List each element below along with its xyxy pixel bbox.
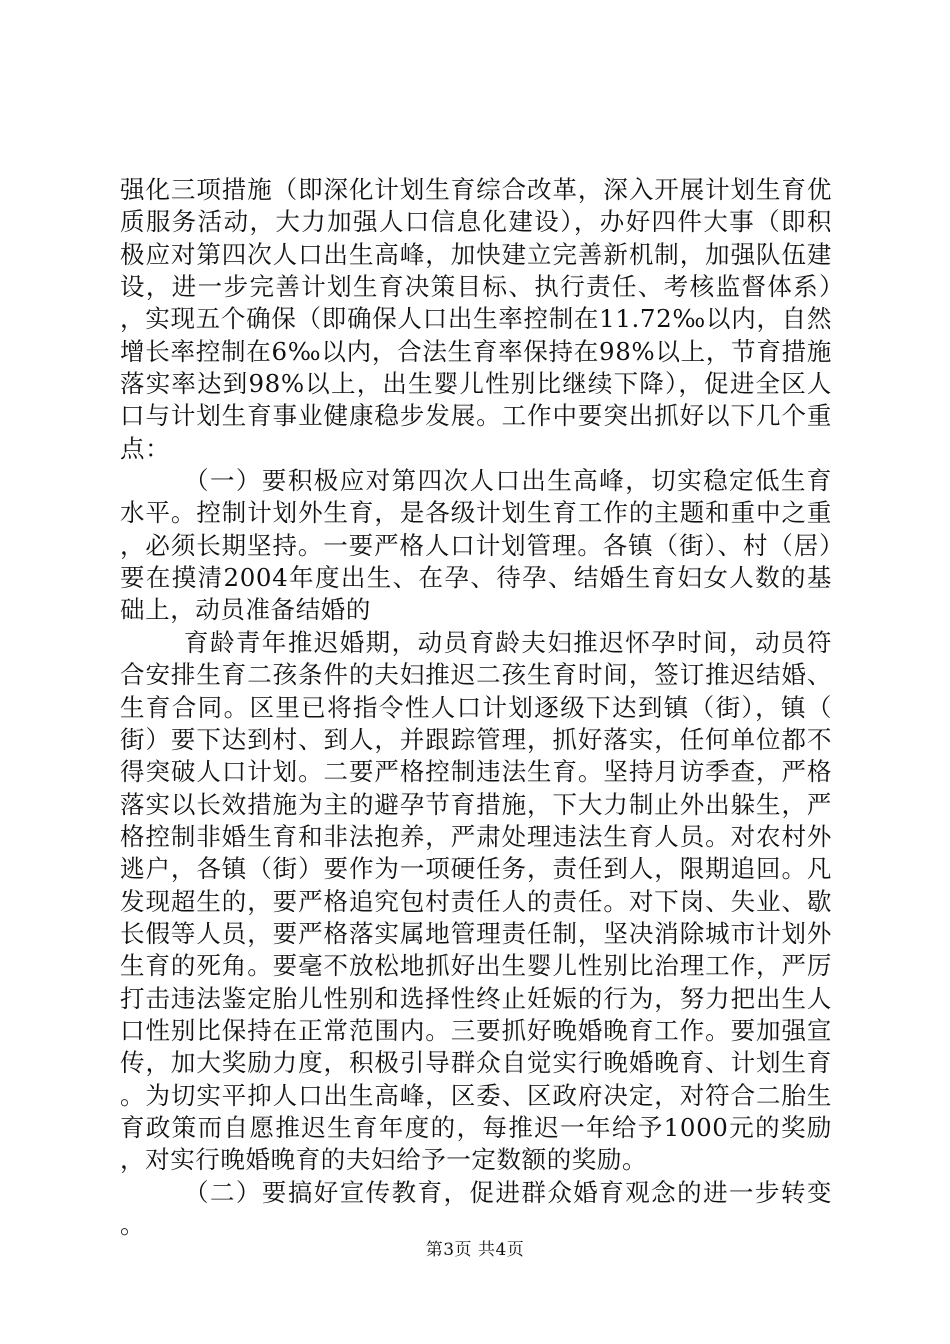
- page-number-footer: 第3页 共4页: [425, 1240, 525, 1260]
- paragraph-section-two: （二）要搞好宣传教育，促进群众婚育观念的进一步转变。: [120, 1177, 832, 1239]
- document-body: [120, 174, 832, 1241]
- paragraph-section-one: （一）要积极应对第四次人口出生高峰，切实稳定低生育水平。控制计划外生育，是各级计划生育工作的主题和重中之重，必须长期坚持。一要严格人口计划管理。各镇（街）、村（居）要在摸清2004年度出生、在孕、待孕、结婚生育妇女人数的基础上，动员准备结婚的: [120, 466, 832, 625]
- paragraph-section-one-continued: 育龄青年推迟婚期，动员育龄夫妇推迟怀孕时间，动员符合安排生育二孩条件的夫妇推迟二孩生育时间，签订推迟结婚、生育合同。区里已将指令性人口计划逐级下达到镇（街），镇（街）要下达到村、到人，并跟踪管理，抓好落实，任何单位都不得突破人口计划。二要严格控制违法生育。坚持月访季查，严格落实以长效措施为主的避孕节育措施，下大力制止外出躲生，严格控制非婚生育和非法抱养，严肃处理违法生育人员。对农村外逃户，各镇（街）要作为一项硬任务，责任到人，限期追回。凡发现超生的，要严格追究包村责任人的责任。对下岗、失业、歇长假等人员，要严格落实属地管理责任制，坚决消除城市计划外生育的死角。要毫不放松地抓好出生婴儿性别比治理工作，严厉打击违法鉴定胎儿性别和选择性终止妊娠的行为，努力把出生人口性别比保持在正常范围内。三要抓好晚婚晚育工作。要加强宣传，加大奖励力度，积极引导群众自觉实行晚婚晚育、计划生育。为切实平抑人口出生高峰，区委、区政府决定，对符合二胎生育政策而自愿推迟生育年度的，每推迟一年给予1000元的奖励，对实行晚婚晚育的夫妇给予一定数额的奖励。: [120, 627, 832, 1175]
- paragraph-intro: 强化三项措施（即深化计划生育综合改革，深入开展计划生育优质服务活动，大力加强人口信息化建设），办好四件大事（即积极应对第四次人口出生高峰，加快建立完善新机制，加强队伍建设，进一步完善计划生育决策目标、执行责任、考核监督体系），实现五个确保（即确保人口出生率控制在11.72‰以内，自然增长率控制在6‰以内，合法生育率保持在98%以上，节育措施落实率达到98%以上，出生婴儿性别比继续下降），促进全区人口与计划生育事业健康稳步发展。工作中要突出抓好以下几个重点：: [120, 175, 832, 463]
